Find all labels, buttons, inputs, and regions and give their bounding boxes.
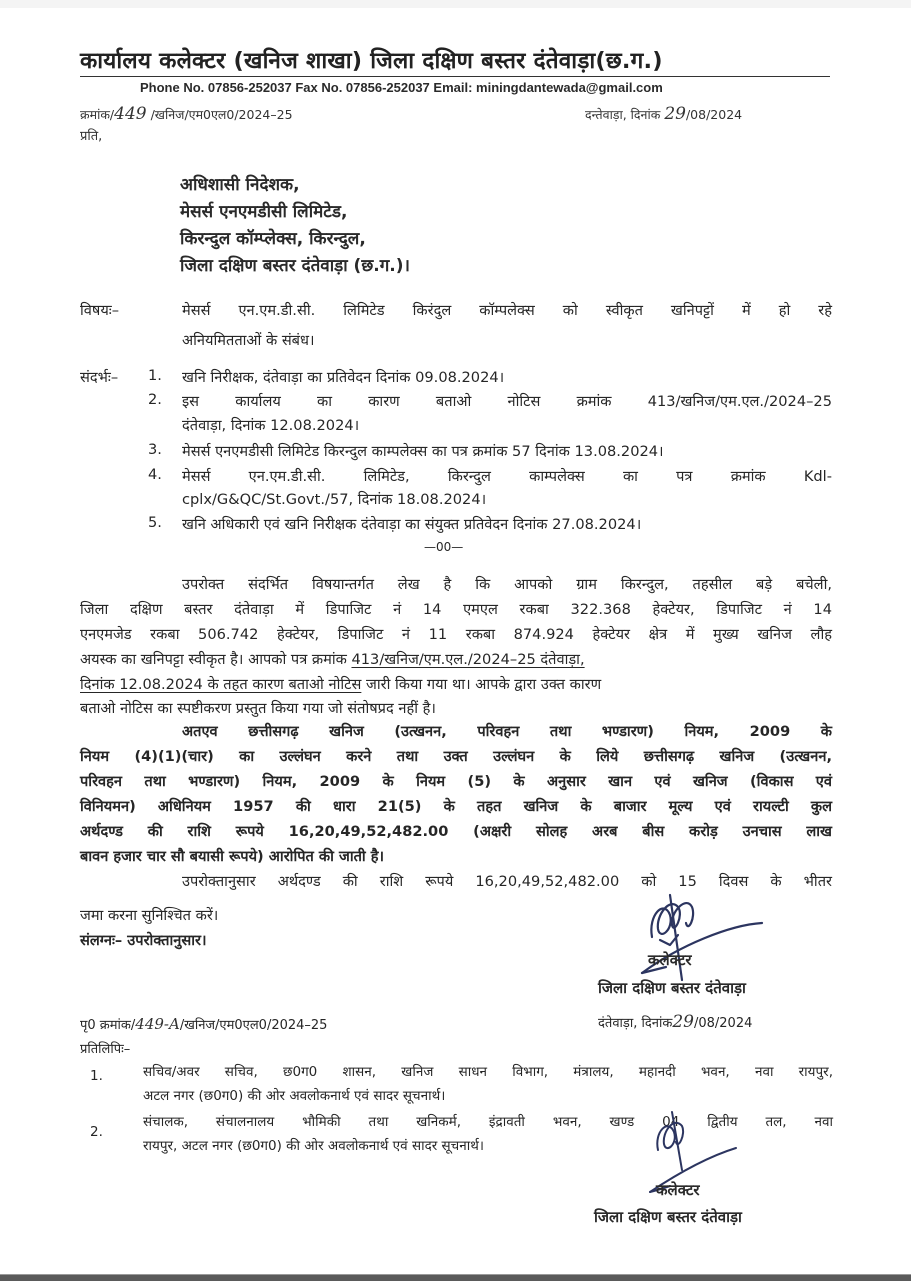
copy-ref-suffix: /खनिज/एम0एल0/2024–25 <box>179 1018 328 1033</box>
copy-item-cont: अटल नगर (छ0ग0) की ओर अवलोकनार्थ एवं सादर सूचनार्थ। <box>143 1088 446 1104</box>
reference-number <box>80 104 293 124</box>
para2-line: परिवहन तथा भण्डारण) नियम, 2009 के नियम (5) के अनुसार खान एवं खनिज (विकास एवं <box>80 773 832 790</box>
reference-item: खनि अधिकारी एवं खनि निरीक्षक दंतेवाड़ा का संयुक्त प्रतिवेदन दिनांक 27.08.2024। <box>182 516 642 533</box>
copy-ref-handwritten: 449-A <box>135 1015 180 1033</box>
copy-reference-number <box>80 1015 327 1033</box>
enclosure: संलग्नः– उपरोक्तानुसार। <box>80 932 207 949</box>
to-label: प्रति, <box>80 129 103 144</box>
ref-suffix: /खनिज/एम0एल0/2024–25 <box>150 107 293 122</box>
copy-date-rest: /08/2024 <box>693 1016 753 1031</box>
date-rest: /08/2024 <box>685 107 743 122</box>
date-handwritten-day: 29 <box>664 104 686 124</box>
letterhead-contact: Phone No. 07856-252037 Fax No. 07856-252037 Email: miningdantewada@gmail.com <box>140 80 663 95</box>
signature-icon <box>630 885 770 985</box>
copy-date-prefix: दंतेवाड़ा, दिनांक <box>598 1016 673 1031</box>
addressee-line: मेसर्स एनएमडीसी लिमिटेड, <box>180 202 348 222</box>
copy-date-handwritten-day: 29 <box>672 1012 694 1032</box>
para3-line: उपरोक्तानुसार अर्थदण्ड की राशि रूपये 16,20,49,52,482.00 को 15 दिवस के भीतर <box>182 873 832 890</box>
para1-line: उपरोक्त संदर्भित विषयान्तर्गत लेख है कि आपको ग्राम किरन्दुल, तहसील बड़े बचेली, <box>182 576 832 593</box>
separator: —00— <box>424 540 464 554</box>
reference-item-cont: cplx/G&QC/St.Govt./57, दिनांक 18.08.2024। <box>182 491 487 508</box>
para1-line: एनएमजेड रकबा 506.742 हेक्टेयर, डिपाजिट नं 11 रकबा 874.924 हेक्टेयर क्षेत्र में मुख्य खनिज लौह <box>80 626 832 643</box>
subject-line-2: अनियमितताओं के संबंध। <box>182 332 315 349</box>
para2-line: नियम (4)(1)(चार) का उल्लंघन करने तथा उक्त उल्लंघन के लिये छत्तीसगढ़ खनिज (उत्खनन, <box>80 748 832 765</box>
signatory-designation: कलेक्टर <box>656 1181 700 1199</box>
letter-date <box>585 104 742 124</box>
addressee-line: अधिशासी निदेशक, <box>180 175 300 195</box>
addressee-line: जिला दक्षिण बस्तर दंतेवाड़ा (छ.ग.)। <box>180 256 410 276</box>
signatory-office: जिला दक्षिण बस्तर दंतेवाड़ा <box>594 1208 742 1226</box>
para1-line: बताओ नोटिस का स्पष्टीकरण प्रस्तुत किया गया जो संतोषप्रद नहीं है। <box>80 700 436 717</box>
reference-item: मेसर्स एन.एम.डी.सी. लिमिटेड, किरन्दुल काम्पलेक्स का पत्र क्रमांक Kdl- <box>182 468 832 485</box>
para1-text: अयस्क का खनिपट्टा स्वीकृत है। आपको पत्र क्रमांक <box>80 651 352 668</box>
copy-item: संचालक, संचालनालय भौमिकी तथा खनिकर्म, इंद्रावती भवन, खण्ड 04 द्वितीय तल, नवा <box>143 1114 833 1130</box>
subject-line-1: मेसर्स एन.एम.डी.सी. लिमिटेड किरंदुल कॉम्पलेक्स को स्वीकृत खनिपट्टों में हो रहे <box>182 302 832 319</box>
para3-line: जमा करना सुनिश्चित करें। <box>80 907 219 924</box>
para2-line: बावन हजार चार सौ बयासी रूपये) आरोपित की जाती है। <box>80 848 385 865</box>
para1-line <box>80 649 832 669</box>
letterhead-title: कार्यालय कलेक्टर (खनिज शाखा) जिला दक्षिण बस्तर दंतेवाड़ा(छ.ग.) <box>80 44 830 77</box>
para1-line: जिला दक्षिण बस्तर दंतेवाड़ा में डिपाजिट नं 14 एमएल रकबा 322.368 हेक्टेयर, डिपाजिट नं 14 <box>80 601 832 618</box>
ref-prefix: क्रमांक/ <box>80 107 115 122</box>
signatory-designation: कलेक्टर <box>648 951 692 969</box>
para1-line <box>80 674 601 694</box>
copy-item: सचिव/अवर सचिव, छ0ग0 शासन, खनिज साधन विभाग, मंत्रालय, महानदी भवन, नवा रायपुर, <box>143 1064 833 1080</box>
copy-date <box>598 1012 752 1032</box>
addressee-line: किरन्दुल कॉम्प्लेक्स, किरन्दुल, <box>180 229 366 249</box>
references-label: संदर्भः– <box>80 369 119 386</box>
copy-ref-prefix: पृ0 क्रमांक/ <box>80 1018 136 1033</box>
signatory-office: जिला दक्षिण बस्तर दंतेवाड़ा <box>598 979 746 997</box>
copy-item-cont: रायपुर, अटल नगर (छ0ग0) की ओर अवलोकनार्थ एवं सादर सूचनार्थ। <box>143 1138 484 1154</box>
reference-item: इस कार्यालय का कारण बताओ नोटिस क्रमांक 413/खनिज/एम.एल./2024–25 <box>182 393 832 410</box>
copy-to-label: प्रतिलिपिः– <box>80 1042 131 1057</box>
reference-item: मेसर्स एनएमडीसी लिमिटेड किरन्दुल काम्पलेक्स का पत्र क्रमांक 57 दिनांक 13.08.2024। <box>182 443 664 460</box>
reference-item-number: 2. <box>148 391 162 408</box>
para2-fine-amount-line: अर्थदण्ड की राशि रूपये 16,20,49,52,482.00 (अक्षरी सोलह अरब बीस करोड़ उनचास लाख <box>80 823 832 840</box>
reference-item-number: 5. <box>148 514 162 531</box>
top-edge <box>0 0 911 8</box>
notice-reference-underlined: 413/खनिज/एम.एल./2024–25 दंतेवाड़ा, <box>351 651 585 668</box>
copy-item-number: 2. <box>90 1124 103 1140</box>
subject-label: विषयः– <box>80 302 120 319</box>
copy-item-number: 1. <box>90 1068 103 1084</box>
para2-line: अतएव छत्तीसगढ़ खनिज (उत्खनन, परिवहन तथा भण्डारण) नियम, 2009 के <box>182 723 832 740</box>
reference-item-number: 1. <box>148 367 162 384</box>
date-prefix: दन्तेवाड़ा, दिनांक <box>585 107 661 122</box>
reference-item-cont: दंतेवाड़ा, दिनांक 12.08.2024। <box>182 417 360 434</box>
ref-handwritten-number: 449 <box>114 104 147 124</box>
reference-item: खनि निरीक्षक, दंतेवाड़ा का प्रतिवेदन दिनांक 09.08.2024। <box>182 369 505 386</box>
reference-item-number: 4. <box>148 466 162 483</box>
para1-text: जारी किया गया था। आपके द्वारा उक्त कारण <box>361 676 602 693</box>
notice-date-underlined: दिनांक 12.08.2024 के तहत कारण बताओ नोटिस <box>80 676 362 693</box>
para2-line: विनियमन) अधिनियम 1957 की धारा 21(5) के तहत खनिज के बाजार मूल्य एवं रायल्टी कुल <box>80 798 832 815</box>
reference-item-number: 3. <box>148 441 162 458</box>
